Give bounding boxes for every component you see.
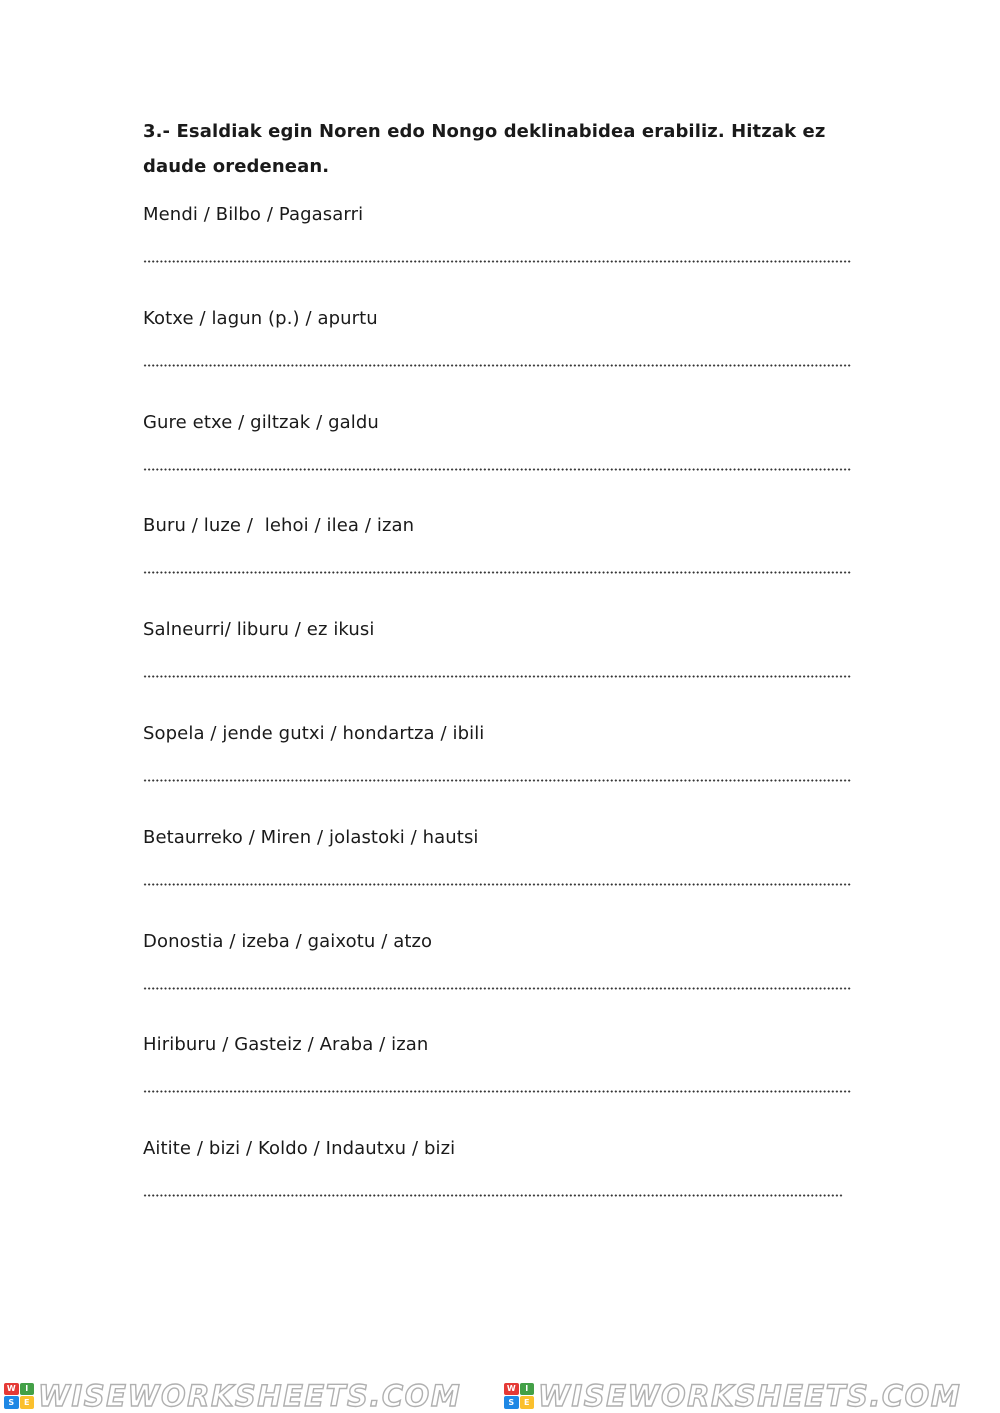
exercise-item [143,198,855,302]
logo-letter: S [504,1396,519,1409]
exercise-prompt: Buru / luze / lehoi / ilea / izan [143,515,415,537]
logo-letter: W [504,1383,519,1396]
exercise-item [143,406,855,510]
brand-logo-icon [4,1383,34,1409]
brand-watermark [500,1378,1000,1413]
exercise-item [143,821,855,925]
exercise-prompt: Kotxe / lagun (p.) / apurtu [143,307,378,329]
logo-letter: E [20,1396,35,1409]
brand-watermark [0,1378,500,1413]
exercise-prompt: Salneurri/ liburu / ez ikusi [143,619,375,641]
footer-watermark [0,1378,1000,1413]
exercise-prompt: Mendi / Bilbo / Pagasarri [143,204,364,225]
logo-letter: E [520,1396,535,1409]
answer-line[interactable] [143,571,852,574]
answer-line[interactable] [143,987,852,990]
exercise-item [143,717,855,821]
exercise-item [143,1132,855,1236]
answer-line[interactable] [143,1090,852,1093]
brand-text: WISEWORKSHEETS.COM [38,1378,462,1413]
answer-line[interactable] [143,260,852,263]
exercise-prompt: Donostia / izeba / gaixotu / atzo [143,930,433,952]
exercise-prompt: Sopela / jende gutxi / hondartza / ibili [143,722,485,744]
exercise-item [143,925,855,1029]
exercise-prompt: Aitite / bizi / Koldo / Indautxu / bizi [143,1138,456,1160]
exercise-item [143,1028,855,1132]
exercise-item [143,302,855,406]
answer-line[interactable] [143,1194,843,1197]
answer-line[interactable] [143,779,852,782]
exercise-prompt: Gure etxe / giltzak / galdu [143,411,379,433]
answer-line[interactable] [143,468,852,471]
answer-line[interactable] [143,883,852,886]
answer-line[interactable] [143,675,852,678]
exercise-list [143,198,855,1236]
logo-letter: I [520,1383,535,1396]
logo-letter: I [20,1383,35,1396]
exercise-prompt: Hiriburu / Gasteiz / Araba / izan [143,1034,429,1056]
instruction-heading: 3.- Esaldiak egin Noren edo Nongo deklinabidea erabiliz. Hitzak ez daude oredenean. [143,121,826,177]
answer-line[interactable] [143,364,852,367]
brand-logo-icon [504,1383,534,1409]
exercise-item [143,509,855,613]
exercise-prompt: Betaurreko / Miren / jolastoki / hautsi [143,826,479,848]
logo-letter: W [4,1383,19,1396]
logo-letter: S [4,1396,19,1409]
exercise-item [143,613,855,717]
brand-text: WISEWORKSHEETS.COM [538,1378,962,1413]
